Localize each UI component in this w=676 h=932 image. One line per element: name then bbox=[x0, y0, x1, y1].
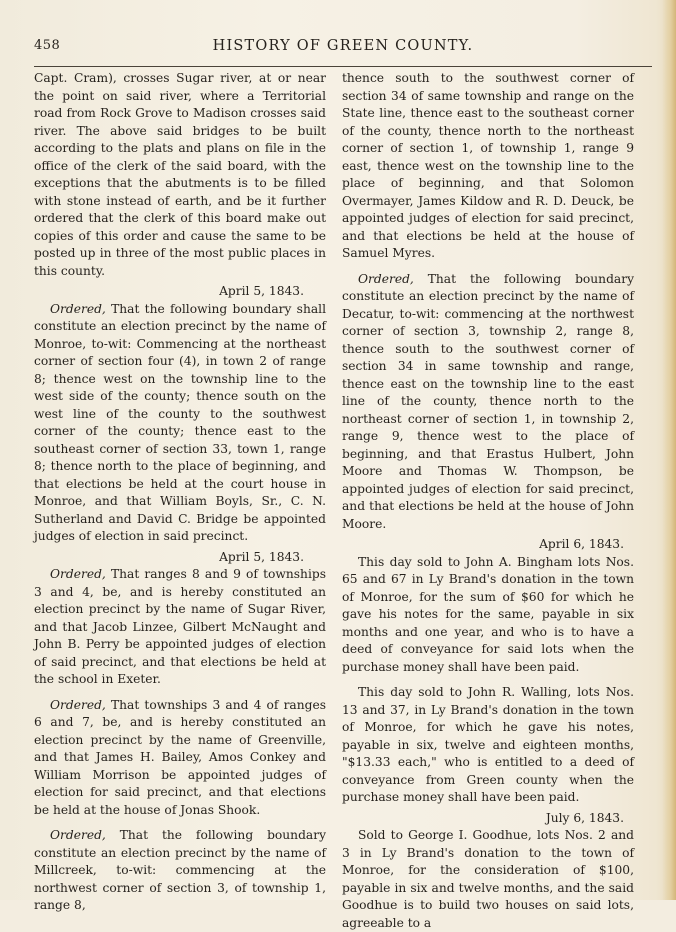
paragraph bbox=[34, 697, 326, 820]
paragraph bbox=[34, 301, 326, 546]
right-column bbox=[342, 70, 634, 932]
paragraph bbox=[342, 271, 634, 534]
header-rule bbox=[34, 66, 652, 67]
ordered-lead: Ordered, bbox=[358, 271, 414, 286]
ordered-lead: Ordered, bbox=[50, 301, 106, 316]
paragraph: Sold to George I. Goodhue, lots Nos. 2 and 3 in Ly Brand's donation to the town of Monroe, for the consideration of $100, payable in six and twelve months, and the said Goodhue is to build two houses on said lots, agreeable to a bbox=[342, 828, 634, 930]
paragraph-text: That the following boundary constitute an election precinct by the name of Decatur, to-wit: commencing at the northwest corner of section 3, township 2, range 8, thence south to the southwest corner of section 34 in same township and range, thence east on the township line to the east line of the county, thence north to the northeast corner of section 1, in township 2, range 9, thence west to the place of beginning, and that Erastus Hulbert, John Moore and Thomas W. Thompson, be appointed judges of election for said precinct, and that elections be held at the house of John Moore. bbox=[342, 271, 634, 531]
date-line: July 6, 1843. bbox=[545, 810, 624, 825]
ordered-lead: Ordered, bbox=[50, 567, 106, 581]
left-column bbox=[34, 70, 326, 915]
paragraph bbox=[34, 566, 326, 689]
date-line: April 5, 1843. bbox=[219, 549, 304, 564]
paragraph: thence south to the southwest corner of section 34 of same township and range on the State line, thence east to the southeast corner of the county, thence north to the northeast corner of section 1, of township 1, range 9 east, thence west on the township line to the place of beginning, and that Solomon Overmayer, James Kildow and R. D. Deuck, be appointed judges of election for said precinct, and that elections be held at the house of Samuel Myres. bbox=[342, 71, 634, 260]
paragraph-text: That townships 3 and 4 of ranges 6 and 7, be, and is hereby constituted an election precinct by the name of Greenville, and that James H. Bailey, Amos Conkey and William Morrison be appointed judges of election for said precinct, and that elections be held at the house of Jonas Shook. bbox=[34, 697, 326, 817]
paragraph-text: That ranges 8 and 9 of townships 3 and 4, be, and is hereby constituted an election precinct by the name of Sugar River, and that Jacob Linzee, Gilbert McNaught and John B. Perry be appointed judges of election of said precinct, and that elections be held at the school in Exeter. bbox=[34, 567, 326, 686]
paragraph: Capt. Cram), crosses Sugar river, at or near the point on said river, where a Territorial road from Rock Grove to Madison crosses said river. The above said bridges to be built according to the plats and plans on file in the office of the clerk of the said board, with the exceptions that the abutments is to be filled with stone instead of earth, and be it further ordered that the clerk of this board make out copies of this order and cause the same to be posted up in three of the most public places in this county. bbox=[34, 71, 326, 278]
page-edge-shadow bbox=[662, 0, 676, 900]
paragraph: This day sold to John R. Walling, lots Nos. 13 and 37, in Ly Brand's donation in the town of Monroe, for which he gave his notes, payable in six, twelve and eighteen months, "$13.33 each," who is entitled to a deed of conveyance from Green county when the purchase money shall have been paid. bbox=[342, 685, 634, 804]
ordered-lead: Ordered, bbox=[50, 697, 106, 712]
page-number: 458 bbox=[34, 38, 61, 53]
paragraph-text: That the following boundary shall constitute an election precinct by the name of Monroe, to-wit: Commencing at the northeast corner of section four (4), in town 2 of range 8; thence west on the township line to the west side of the county; thence south on the west line of the county to the southwest corner of the county; thence east to the southeast corner of section 33, town 1, range 8; thence north to the place of beginning, and that elections be held at the court house in Monroe, and that William Boyls, Sr., C. N. Sutherland and David C. Bridge be appointed judges of election in said precinct. bbox=[34, 301, 326, 543]
page-header bbox=[34, 38, 652, 60]
ordered-lead: Ordered, bbox=[50, 828, 106, 842]
paragraph-text: That the following boundary constitute an election precinct by the name of Millcreek, to-wit: commencing at the northwest corner of section 3, of township 1, range 8, bbox=[34, 828, 326, 912]
date-line: April 5, 1843. bbox=[219, 284, 304, 298]
paragraph bbox=[34, 827, 326, 915]
running-title: HISTORY OF GREEN COUNTY. bbox=[212, 38, 474, 54]
date-line: April 6, 1843. bbox=[539, 537, 624, 551]
paragraph: This day sold to John A. Bingham lots Nos. 65 and 67 in Ly Brand's donation in the town of Monroe, for the sum of $60 for which he gave his notes for the same, payable in six months and one year, and who is to have a deed of conveyance for said lots when the purchase money shall have been paid. bbox=[342, 554, 634, 674]
